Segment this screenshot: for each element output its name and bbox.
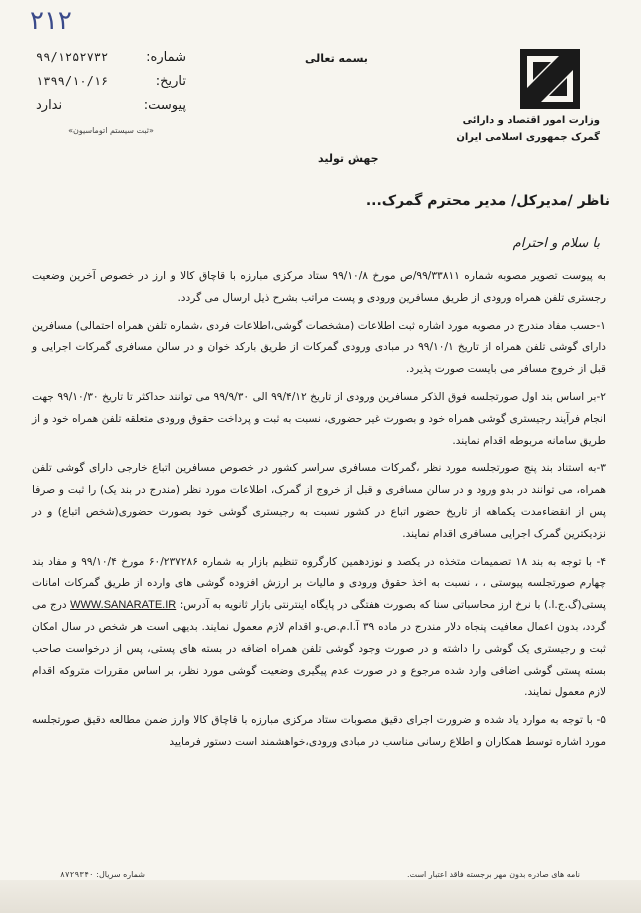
basmala: بسمه تعالی [305,52,368,65]
paragraph-4-text: ۴- با توجه به بند ۱۸ تصمیمات متخذه در یکصد و نوزدهمین کارگروه تنظیم بازار به شماره ۶۰/۲۳۷۲۸۶ مورخ ۹۹/۱۰/۴ و مفاد بند چهارم صورتجلسه پیوستی ، ، نسبت به اخذ حقوق ورودی و مالیات بر ارزش افزوده گوشی های وارده از طریق گمرکات امانات پستی(گ.ج.ا.) با نرخ ارز محاسباتی سنا که بصورت هفتگی در پایگاه اینترنتی بازار ثانویه به آدرس: [32,555,607,612]
footer [60,870,580,879]
system-note: «ثبت سیستم اتوماسیون» [68,126,154,135]
paragraph-3: ۳-به استناد بند پنج صورتجلسه مورد نظر ،گمرکات مسافری سراسر کشور در خصوص مسافرین اتباع خارجی دارای گوشی تلفن همراه، می توانند در بدو ورود و در سالن مسافری و قبل از خروج از گمرک، اطلاعات مورد نظر (مندرج در بند یک) را ثبت و صرفا پس از انقضاءمدت یکماهه از تاریخ حضور اتباع در کشور نسبت به رجیستری گوشی خود بصورت حضوری(شخص اتباع) و در نزدیکترین گمرک اجرایی مسافری اقدام نمایند. [32,462,606,540]
paragraph-4-cont: درج می گردد، بدون اعمال معافیت پنجاه دلار مندرج در ماده ۳۹ آ.ا.م.ص.و اقدام لازم معمول نمایند. بدیهی است هر شخص در سال امکان ثبت و رجیستری یک گوشی را داشته و در صورت وجود گوشی تلفن همراه اضافه در بسته های پستی، پس از درخواست صاحب بسته پستی گوشی اضافی وارد شده مرجوع و در صورت عدم پیگیری وضعیت گوشی مورد نظر، بر اساس مقررات متروکه اقدام لازم معمول نمایند. [32,599,606,699]
page-fold [0,880,641,913]
paragraph-4 [32,552,606,705]
letter-body [32,266,606,754]
serial-label: شماره سریال: [96,870,145,879]
ministry-name: وزارت امور اقتصاد و دارائی [462,115,600,126]
attachment-label: پیوست: [143,98,186,113]
footer-note: نامه های صادره بدون مهر برجسته فاقد اعتبار است. [406,870,580,879]
number-value: ۹۹/۱۲۵۲۷۳۲ [36,50,109,64]
date-value: ۱۳۹۹/۱۰/۱۶ [36,74,109,88]
letter-meta [36,50,186,135]
serial [60,870,145,879]
paragraph-2: ۲-بر اساس بند اول صورتجلسه فوق الذکر مسافرین ورودی از تاریخ ۹۹/۴/۱۲ الی ۹۹/۹/۳۰ می توانند حداکثر تا تاریخ ۹۹/۱۰/۳۰ جهت انجام فرآیند رجیستری گوشی همراه خود و بصورت غیر حضوری، نسبت به ثبت و پرداخت حقوق ورودی متعلقه تلفن همراه خود و از طریق سامانه مربوطه اقدام نمایند. [32,390,606,447]
paragraph-1: ۱-حسب مفاد مندرج در مصوبه مورد اشاره ثبت اطلاعات (مشخصات گوشی،اطلاعات فردی ،شماره تلفن همراه احتمالی) مسافرین دارای گوشی تلفن همراه از تاریخ ۹۹/۱۰/۱ در مبادی ورودی گمرکات از طریق بارکد خوان و در سالن مسافری گمرکات اجرایی و قبل از خروج مسافر می بایست صورت پذیرد. [32,319,606,376]
attachment-value: ندارد [36,98,63,113]
greeting: با سلام و احترام [512,236,600,251]
date-row [36,74,186,98]
handwritten-number: ۲۱۲ [30,6,72,36]
paragraph-intro: به پیوست تصویر مصوبه شماره ۹۹/۳۳۸۱۱/ص مورخ ۹۹/۱۰/۸ ستاد مرکزی مبارزه با قاچاق کالا و ارز در خصوص آخرین وضعیت رجستری تلفن همراه ورودی از طریق مسافرین ورودی و پست مراتب بشرح ذیل ارسال می گردد. [32,270,606,304]
paragraph-5: ۵- با توجه به موارد یاد شده و ضرورت اجرای دقیق مصوبات ستاد مرکزی مبارزه با قاچاق کالا وارز ضمن مطالعه دقیق صورتجلسه مورد اشاره توسط همکاران و اطلاع رسانی مناسب در مبادی ورودی،خواهشمند است دستور فرمایید [32,714,606,748]
sanarate-link[interactable]: WWW.SANARATE.IR [70,599,177,612]
attachment-row [36,98,186,122]
serial-value: ۸۷۲۹۳۴۰ [60,870,94,879]
customs-name: گمرک جمهوری اسلامی ایران [456,132,600,143]
date-label: تاریخ: [155,74,186,89]
organization-name [440,112,600,146]
number-row [36,50,186,74]
addressee: ناظر /مدیرکل/ مدیر محترم گمرک... [365,193,610,209]
customs-logo-icon [519,48,581,110]
number-label: شماره: [146,50,186,65]
urgency-label: جهش تولید [318,152,379,165]
